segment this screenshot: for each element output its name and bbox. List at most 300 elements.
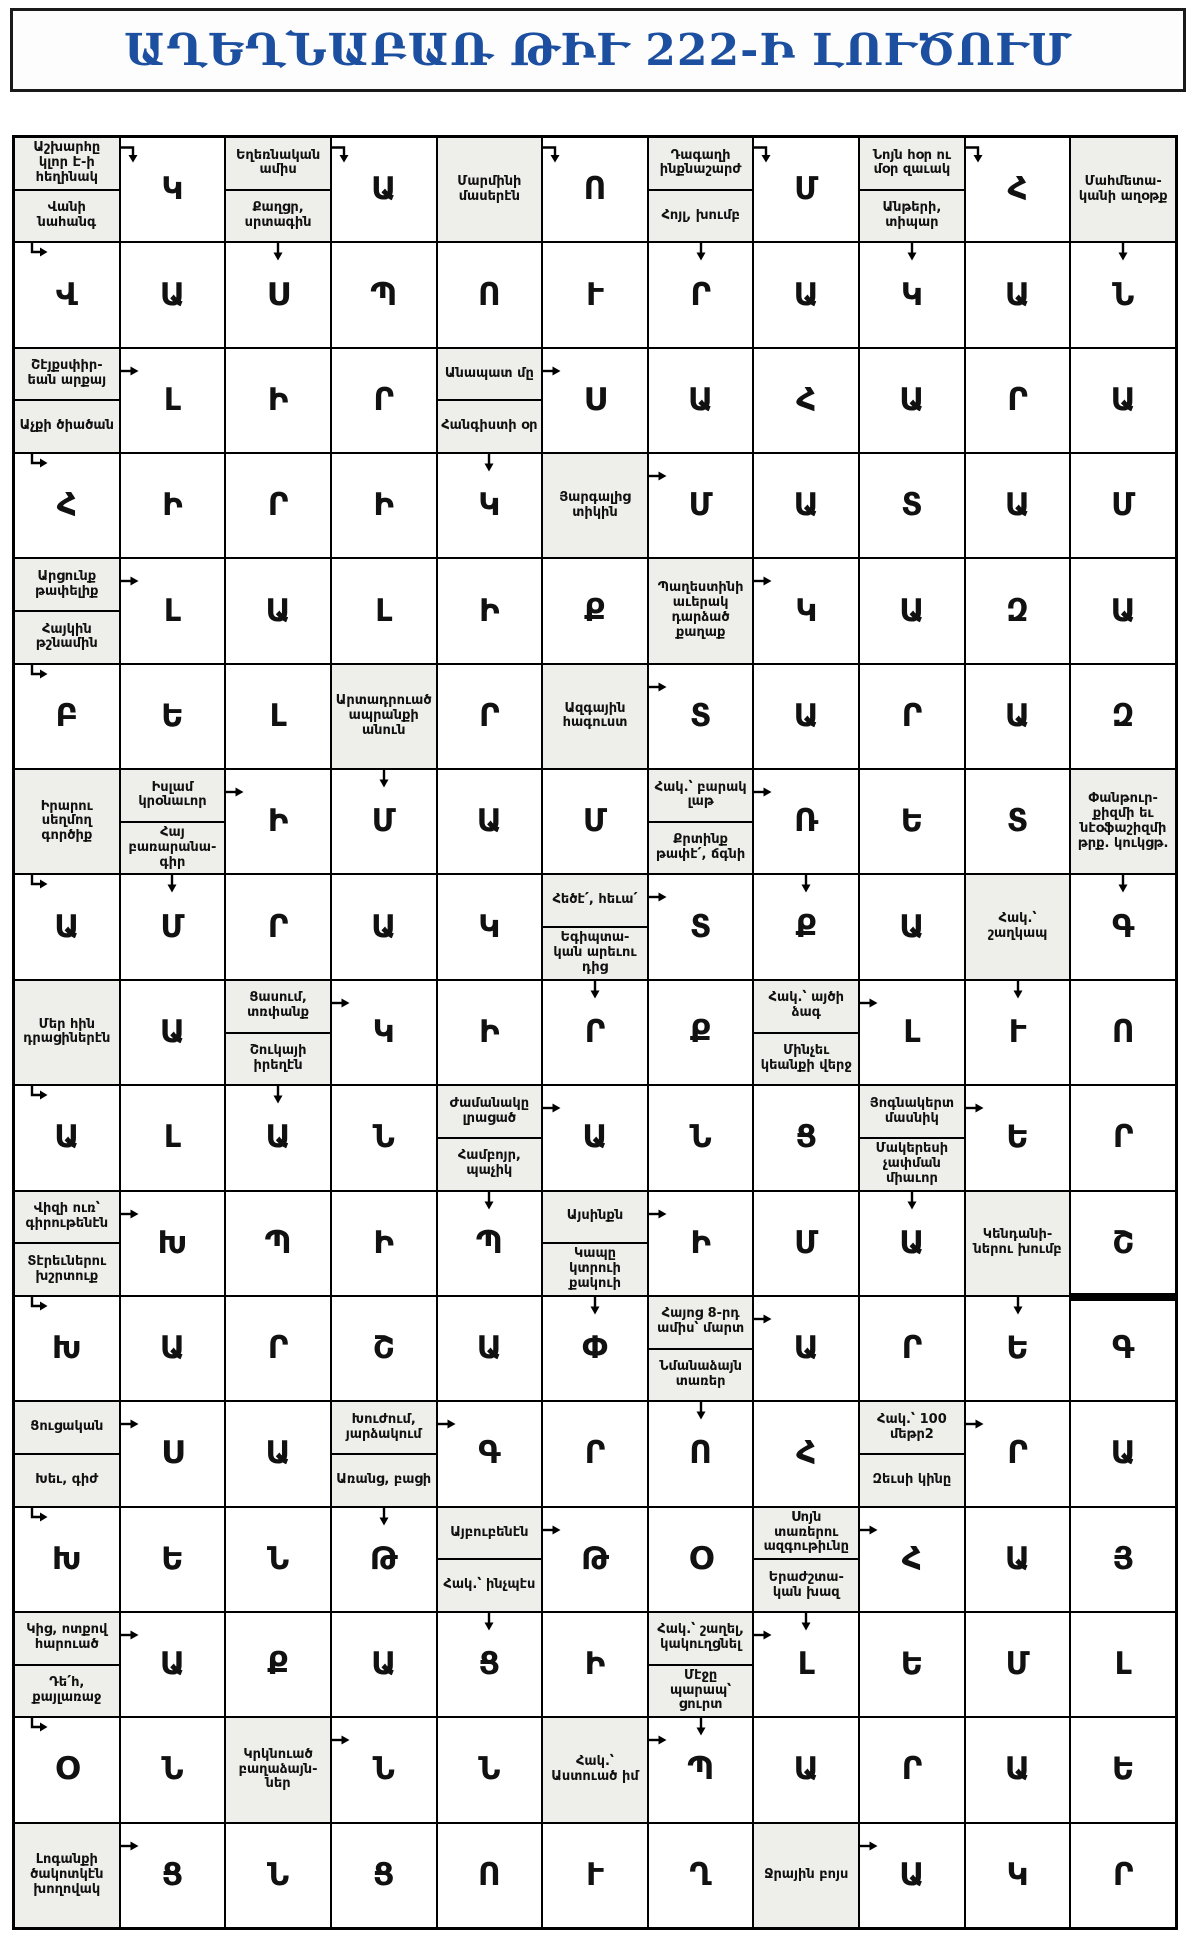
arrow-right-icon — [858, 1839, 879, 1853]
clue-text: Երաժշտա-կան խազ — [754, 1558, 858, 1611]
answer-letter: Ա — [899, 381, 925, 418]
answer-letter: Լ — [375, 592, 393, 629]
arrow-down-icon — [271, 241, 285, 261]
arrow-right-icon — [858, 996, 879, 1010]
answer-cell-r6c9 — [860, 665, 964, 768]
answer-cell-r2c9 — [860, 243, 964, 346]
clue-text: Հակ.՝ 100 մեթր2 — [877, 1411, 947, 1442]
arrow-down-icon — [588, 1295, 602, 1315]
answer-cell-r8c1 — [15, 875, 119, 978]
answer-cell-r11c8 — [754, 1192, 858, 1295]
answer-cell-r16c11 — [1071, 1718, 1175, 1821]
answer-cell-r2c11 — [1071, 243, 1175, 346]
arrow-right-icon — [647, 1733, 668, 1747]
answer-letter: Ո — [478, 276, 501, 313]
clue-cell-r5c1 — [15, 559, 119, 662]
answer-cell-r14c4 — [332, 1508, 436, 1611]
answer-cell-r12c6 — [543, 1297, 647, 1400]
clue-text: Հանգիստի օր — [438, 399, 542, 452]
answer-letter: Թ — [580, 1540, 609, 1577]
answer-cell-r15c5 — [438, 1613, 542, 1716]
clue-text: Հակ.՝ ինչպէս — [438, 1558, 542, 1611]
arrow-bend-right-icon — [27, 663, 51, 685]
answer-letter: Լ — [797, 1646, 815, 1683]
answer-cell-r12c11 — [1071, 1297, 1175, 1400]
clue-cell-r10c9 — [860, 1086, 964, 1189]
clue-text: Նմանաձայն տառեր — [649, 1348, 753, 1401]
answer-letter: Ա — [265, 592, 291, 629]
answer-cell-r7c8 — [754, 770, 858, 873]
answer-cell-r5c2 — [121, 559, 225, 662]
answer-cell-r4c5 — [438, 454, 542, 557]
clue-text: Շուկայի իրեղէն — [226, 1032, 330, 1085]
answer-cell-r14c9 — [860, 1508, 964, 1611]
answer-cell-r16c2 — [121, 1718, 225, 1821]
answer-letter: Ա — [159, 1646, 186, 1683]
answer-cell-r5c3 — [226, 559, 330, 662]
answer-letter: Ր — [1007, 1435, 1028, 1472]
clue-text: Համբոյր, պաչիկ — [438, 1137, 542, 1190]
clue-cell-r15c7 — [649, 1613, 753, 1716]
answer-cell-r12c3 — [226, 1297, 330, 1400]
answer-letter: Կ — [161, 171, 184, 208]
answer-letter: Յ — [1112, 1540, 1134, 1577]
answer-letter: Լ — [1114, 1646, 1132, 1683]
answer-letter: Ր — [901, 1751, 923, 1788]
answer-cell-r4c3 — [226, 454, 330, 557]
clue-text: Շէյքսփիր-եան արքայ — [27, 358, 107, 389]
clue-text: Առանց, բացի — [332, 1453, 436, 1506]
clue-cell-r6c6 — [543, 665, 647, 768]
arrow-bend-right-icon — [27, 241, 51, 263]
arrow-down-icon — [377, 768, 391, 788]
answer-cell-r9c6 — [543, 981, 647, 1084]
arrow-right-icon — [119, 1207, 140, 1221]
answer-letter: Ա — [793, 1330, 819, 1367]
answer-cell-r2c4 — [332, 243, 436, 346]
arrow-down-icon — [482, 1190, 496, 1210]
answer-letter: Լ — [163, 592, 182, 629]
answer-letter: Ա — [1004, 1540, 1031, 1577]
answer-letter: Ա — [54, 1119, 80, 1156]
clue-text: Վանի նահանգ — [15, 189, 119, 242]
answer-cell-r1c4 — [332, 138, 436, 241]
clue-text: Հակ.՝ շաղել, կակուղցնել — [657, 1622, 744, 1653]
answer-cell-r7c5 — [438, 770, 542, 873]
answer-cell-r14c3 — [226, 1508, 330, 1611]
clue-text: Խուժում, յարձակում — [345, 1411, 422, 1442]
answer-cell-r8c8 — [754, 875, 858, 978]
answer-letter: Ր — [479, 697, 500, 734]
answer-cell-r14c11 — [1071, 1508, 1175, 1611]
clue-text: Աչքի ծիածան — [15, 399, 119, 452]
arrow-bend-right-icon — [27, 1295, 51, 1317]
clue-text: Ցուցական — [30, 1419, 104, 1435]
clue-text: Հայ բառարանա-գիր — [121, 821, 225, 874]
answer-cell-r3c10 — [966, 349, 1070, 452]
answer-letter: Ա — [159, 276, 186, 313]
answer-cell-r10c7 — [649, 1086, 753, 1189]
answer-cell-r1c6 — [543, 138, 647, 241]
clue-text: Դագաղի ինքնաշարժ — [659, 147, 742, 178]
answer-cell-r2c7 — [649, 243, 753, 346]
answer-cell-r13c8 — [754, 1402, 858, 1505]
clue-cell-r9c1 — [15, 981, 119, 1084]
answer-cell-r6c10 — [966, 665, 1070, 768]
arrow-down-icon — [694, 241, 708, 261]
answer-cell-r6c7 — [649, 665, 753, 768]
answer-letter: Մ — [794, 1224, 819, 1261]
answer-cell-r10c1 — [15, 1086, 119, 1189]
arrow-right-icon — [752, 574, 773, 588]
answer-cell-r12c1 — [15, 1297, 119, 1400]
answer-letter: Ր — [373, 381, 395, 418]
clue-text: Անապատ մը — [444, 365, 534, 381]
answer-letter: Ա — [1004, 697, 1031, 734]
answer-letter: Կ — [478, 487, 501, 524]
answer-cell-r9c10 — [966, 981, 1070, 1084]
answer-letter: Մ — [688, 487, 713, 524]
answer-cell-r14c10 — [966, 1508, 1070, 1611]
answer-cell-r15c3 — [226, 1613, 330, 1716]
answer-letter: Ե — [161, 697, 184, 734]
clue-cell-r1c11 — [1071, 138, 1175, 241]
arrow-bend-right-icon — [27, 1084, 51, 1106]
answer-cell-r16c9 — [860, 1718, 964, 1821]
answer-cell-r7c9 — [860, 770, 964, 873]
arrow-right-icon — [964, 1101, 985, 1115]
answer-letter: Վ — [55, 276, 78, 313]
arrow-right-icon — [858, 1523, 879, 1537]
answer-cell-r4c10 — [966, 454, 1070, 557]
answer-letter: Ե — [1006, 1119, 1029, 1156]
answer-cell-r14c1 — [15, 1508, 119, 1611]
answer-cell-r4c9 — [860, 454, 964, 557]
answer-letter: Ա — [793, 487, 819, 524]
answer-letter: Լ — [163, 381, 182, 418]
clue-cell-r13c4 — [332, 1402, 436, 1505]
answer-letter: Ա — [1004, 1751, 1031, 1788]
answer-cell-r5c6 — [543, 559, 647, 662]
answer-letter: Մ — [1005, 1646, 1030, 1683]
answer-letter: Բ — [55, 697, 79, 734]
arrow-bend-right-icon — [27, 1506, 51, 1528]
answer-letter: Ր — [901, 1330, 923, 1367]
arrow-down-icon — [1011, 979, 1025, 999]
answer-letter: Զ — [1006, 592, 1029, 629]
answer-letter: Ի — [267, 803, 289, 840]
answer-cell-r15c9 — [860, 1613, 964, 1716]
answer-letter: Ք — [267, 1646, 289, 1683]
answer-letter: Ց — [372, 1856, 395, 1893]
clue-cell-r17c1 — [15, 1824, 119, 1927]
answer-cell-r2c1 — [15, 243, 119, 346]
answer-letter: Տ — [901, 487, 923, 524]
arrow-down-icon — [1116, 873, 1130, 893]
answer-letter: Ն — [267, 1856, 290, 1893]
answer-letter: Ա — [899, 908, 925, 945]
clue-text: Հայկին թշնամին — [15, 610, 119, 663]
clue-cell-r9c8 — [754, 981, 858, 1084]
answer-letter: Ն — [478, 1751, 501, 1788]
clue-text: Մեր հին դրացիներէն — [23, 1016, 111, 1047]
answer-letter: Ի — [690, 1224, 711, 1261]
answer-letter: Ա — [1110, 1435, 1136, 1472]
clue-text: Նոյն հօր ու մօր զաւակ — [872, 147, 952, 178]
answer-letter: Պ — [370, 276, 398, 313]
answer-letter: Ս — [266, 276, 290, 313]
answer-cell-r12c5 — [438, 1297, 542, 1400]
arrow-right-icon — [541, 1523, 562, 1537]
answer-cell-r2c2 — [121, 243, 225, 346]
answer-cell-r12c2 — [121, 1297, 225, 1400]
answer-cell-r6c5 — [438, 665, 542, 768]
answer-letter: Մ — [371, 803, 396, 840]
arrow-down-icon — [1011, 1295, 1025, 1315]
arrow-down-icon — [905, 241, 919, 261]
clue-text: Ցասում, տռփանք — [247, 990, 310, 1021]
answer-cell-r15c8 — [754, 1613, 858, 1716]
answer-letter: Ո — [689, 1435, 712, 1472]
answer-letter: Ն — [267, 1540, 290, 1577]
clue-cell-r16c3 — [226, 1718, 330, 1821]
clue-text: Այբուբենէն — [450, 1524, 529, 1540]
answer-cell-r3c9 — [860, 349, 964, 452]
clue-text: Յարգալից տիկին — [559, 489, 631, 520]
clue-text: Քաղցր, սրտագին — [226, 189, 330, 242]
answer-letter: Ց — [478, 1646, 501, 1683]
answer-cell-r6c1 — [15, 665, 119, 768]
arrow-down-icon — [482, 452, 496, 472]
arrow-right-icon — [647, 469, 668, 483]
answer-cell-r11c5 — [438, 1192, 542, 1295]
answer-letter: Ր — [267, 1330, 289, 1367]
answer-cell-r12c10 — [966, 1297, 1070, 1400]
answer-cell-r5c11 — [1071, 559, 1175, 662]
arrow-right-icon — [119, 1417, 140, 1431]
answer-letter: Ա — [899, 1856, 925, 1893]
clue-cell-r8c6 — [543, 875, 647, 978]
clue-cell-r12c7 — [649, 1297, 753, 1400]
answer-cell-r17c7 — [649, 1824, 753, 1927]
answer-cell-r12c4 — [332, 1297, 436, 1400]
answer-letter: Ա — [1110, 381, 1136, 418]
answer-cell-r12c9 — [860, 1297, 964, 1400]
clue-text: Ջրային բոյս — [764, 1866, 849, 1882]
clue-cell-r3c1 — [15, 349, 119, 452]
arrow-right-icon — [436, 1417, 457, 1431]
clue-cell-r8c10 — [966, 875, 1070, 978]
clue-cell-r7c7 — [649, 770, 753, 873]
answer-letter: Ց — [161, 1856, 184, 1893]
answer-letter: Ք — [795, 908, 818, 945]
answer-letter: Ա — [265, 1119, 291, 1156]
arrow-bend-down-icon — [542, 143, 564, 165]
answer-cell-r15c2 — [121, 1613, 225, 1716]
puzzle-title: ԱՂԵՂՆԱԲԱՌ ԹԻՒ 222-Ի ԼՈՒԾՈՒՄ — [124, 24, 1072, 76]
answer-cell-r6c2 — [121, 665, 225, 768]
clue-text: Տէրեւներու խշրտուք — [15, 1242, 119, 1295]
answer-cell-r17c2 — [121, 1824, 225, 1927]
answer-cell-r17c5 — [438, 1824, 542, 1927]
answer-cell-r11c9 — [860, 1192, 964, 1295]
answer-letter: Ա — [899, 592, 925, 629]
clue-text: Հակ.՝ Աստուած իմ — [551, 1754, 639, 1784]
answer-letter: Ի — [373, 1224, 395, 1261]
answer-cell-r16c4 — [332, 1718, 436, 1821]
answer-cell-r4c8 — [754, 454, 858, 557]
answer-letter: Խ — [51, 1330, 82, 1367]
crossword-grid — [12, 135, 1178, 1930]
answer-cell-r9c9 — [860, 981, 964, 1084]
answer-letter: Խ — [51, 1540, 82, 1577]
answer-cell-r3c3 — [226, 349, 330, 452]
answer-letter: Տ — [689, 908, 712, 945]
answer-cell-r15c6 — [543, 1613, 647, 1716]
answer-cell-r17c9 — [860, 1824, 964, 1927]
answer-letter: Գ — [1111, 908, 1135, 945]
answer-letter: Ի — [479, 592, 500, 629]
clue-cell-r7c11 — [1071, 770, 1175, 873]
arrow-right-icon — [964, 1417, 985, 1431]
answer-letter: Ա — [582, 1119, 608, 1156]
answer-cell-r13c7 — [649, 1402, 753, 1505]
answer-letter: Ր — [584, 1013, 606, 1050]
clue-cell-r1c5 — [438, 138, 542, 241]
answer-letter: Զ — [1111, 697, 1135, 734]
arrow-right-icon — [647, 680, 668, 694]
clue-text: Հակ.՝ շաղկապ — [987, 911, 1048, 942]
answer-letter: Ա — [476, 1330, 502, 1367]
clue-text: Դե՛հ, քայլառաջ — [15, 1664, 119, 1717]
arrow-right-icon — [119, 1839, 140, 1853]
answer-letter: Կ — [478, 908, 501, 945]
answer-letter: Տ — [1006, 803, 1029, 840]
title-box — [10, 8, 1186, 92]
answer-cell-r11c3 — [226, 1192, 330, 1295]
answer-cell-r14c6 — [543, 1508, 647, 1611]
answer-letter: Ե — [900, 803, 924, 840]
clue-text: Ժամանակը լրացած — [449, 1095, 530, 1126]
answer-cell-r13c10 — [966, 1402, 1070, 1505]
answer-letter: Ո — [478, 1856, 501, 1893]
answer-letter: Ի — [584, 1646, 606, 1683]
answer-letter: Ե — [1006, 1330, 1029, 1367]
answer-cell-r1c10 — [966, 138, 1070, 241]
arrow-down-icon — [694, 1400, 708, 1420]
arrow-right-icon — [647, 1207, 668, 1221]
answer-cell-r4c4 — [332, 454, 436, 557]
arrow-down-icon — [377, 1506, 391, 1526]
answer-cell-r3c7 — [649, 349, 753, 452]
clue-text: Վիզի ուռ՝ գիրութենէն — [25, 1201, 109, 1231]
answer-cell-r16c8 — [754, 1718, 858, 1821]
arrow-right-icon — [647, 890, 668, 904]
answer-letter: Ա — [899, 1224, 925, 1261]
answer-cell-r10c4 — [332, 1086, 436, 1189]
arrow-bend-right-icon — [27, 452, 51, 474]
arrow-down-icon — [799, 1611, 813, 1631]
answer-cell-r1c2 — [121, 138, 225, 241]
arrow-right-icon — [541, 364, 562, 378]
answer-cell-r11c7 — [649, 1192, 753, 1295]
clue-text: Կից, ոտքով հարուած — [26, 1622, 108, 1653]
clue-text: Մահմետա-կանի աղօթք — [1078, 173, 1168, 204]
answer-cell-r8c7 — [649, 875, 753, 978]
clue-text: Հայոց 8-րդ ամիս՝ մարտ — [657, 1306, 745, 1337]
answer-cell-r7c10 — [966, 770, 1070, 873]
answer-cell-r5c5 — [438, 559, 542, 662]
arrow-down-icon — [694, 1716, 708, 1736]
answer-letter: Ա — [159, 1330, 186, 1367]
arrow-bend-down-icon — [965, 143, 987, 165]
answer-cell-r9c7 — [649, 981, 753, 1084]
answer-letter: Ն — [161, 1751, 184, 1788]
clue-text: Մինչեւ կեանքի վերջ — [754, 1032, 858, 1085]
clue-text: Հոյլ, խումբ — [649, 189, 753, 242]
answer-cell-r16c10 — [966, 1718, 1070, 1821]
clue-cell-r16c6 — [543, 1718, 647, 1821]
answer-cell-r15c4 — [332, 1613, 436, 1716]
answer-letter: Հ — [1007, 171, 1028, 208]
clue-text: Փանթուր-քիզմի եւ նէօֆաշիզմի թրք. կուկցթ. — [1077, 791, 1169, 851]
answer-letter: Ն — [689, 1119, 712, 1156]
answer-letter: Օ — [54, 1751, 79, 1788]
answer-cell-r1c8 — [754, 138, 858, 241]
answer-cell-r5c4 — [332, 559, 436, 662]
answer-letter: Պ — [687, 1751, 715, 1788]
answer-cell-r10c6 — [543, 1086, 647, 1189]
clue-cell-r3c5 — [438, 349, 542, 452]
answer-letter: Կ — [372, 1013, 395, 1050]
answer-cell-r10c11 — [1071, 1086, 1175, 1189]
answer-letter: Ա — [371, 908, 397, 945]
answer-cell-r3c6 — [543, 349, 647, 452]
answer-letter: Ր — [901, 697, 923, 734]
answer-letter: Ր — [1112, 1856, 1134, 1893]
answer-cell-r16c1 — [15, 1718, 119, 1821]
arrow-down-icon — [271, 1084, 285, 1104]
answer-cell-r2c5 — [438, 243, 542, 346]
clue-cell-r5c7 — [649, 559, 753, 662]
clue-cell-r10c5 — [438, 1086, 542, 1189]
answer-letter: Ւ — [586, 1856, 604, 1893]
answer-letter: Լ — [903, 1013, 921, 1050]
answer-letter: Ա — [793, 276, 819, 313]
answer-cell-r4c1 — [15, 454, 119, 557]
answer-letter: Մ — [794, 171, 819, 208]
answer-cell-r14c2 — [121, 1508, 225, 1611]
answer-cell-r5c8 — [754, 559, 858, 662]
answer-cell-r10c3 — [226, 1086, 330, 1189]
answer-letter: Փ — [582, 1330, 608, 1367]
answer-letter: Ա — [1004, 487, 1031, 524]
answer-cell-r5c9 — [860, 559, 964, 662]
answer-cell-r16c7 — [649, 1718, 753, 1821]
answer-cell-r9c5 — [438, 981, 542, 1084]
answer-cell-r3c11 — [1071, 349, 1175, 452]
answer-cell-r7c4 — [332, 770, 436, 873]
clue-cell-r7c1 — [15, 770, 119, 873]
answer-cell-r7c6 — [543, 770, 647, 873]
answer-letter: Պ — [475, 1224, 503, 1261]
answer-letter: Ր — [1112, 1119, 1134, 1156]
answer-cell-r13c2 — [121, 1402, 225, 1505]
clue-text: Աշխարհը կլոր Է-ի հեղինակ — [33, 140, 101, 185]
clue-cell-r4c6 — [543, 454, 647, 557]
answer-letter: Ր — [690, 276, 711, 313]
clue-cell-r11c10 — [966, 1192, 1070, 1295]
